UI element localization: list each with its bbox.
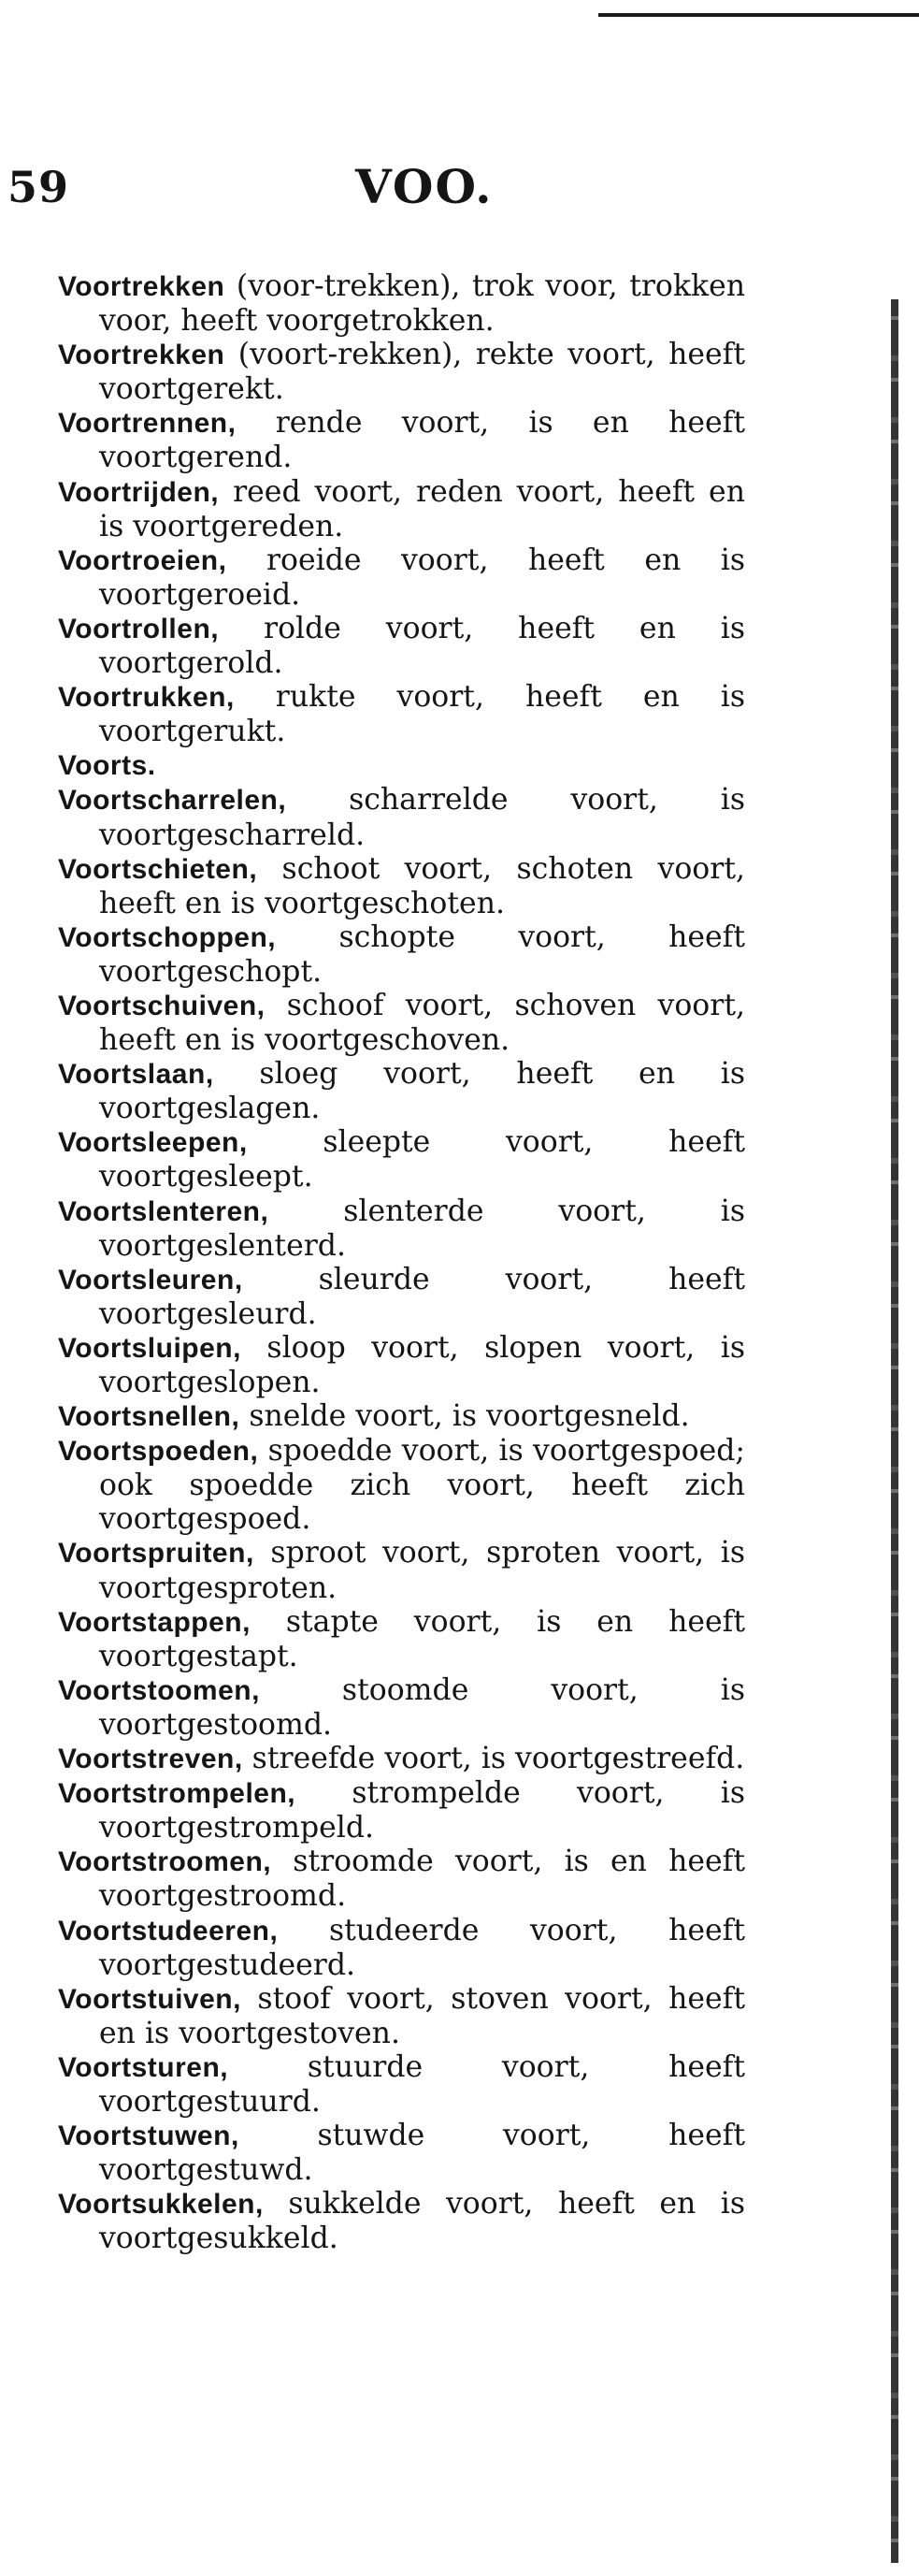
- entry-headword: Voortsluipen,: [58, 1332, 241, 1364]
- dictionary-entry: [58, 989, 745, 1057]
- entry-conjugation: reed voort, reden voort, heeft en is voortgereden.: [99, 474, 745, 543]
- entry-headword: Voortsleuren,: [58, 1264, 243, 1295]
- dictionary-entry: [58, 2119, 745, 2187]
- entry-conjugation: strompelde voort, is voortgestrompeld.: [99, 1776, 745, 1845]
- dictionary-entry: [58, 852, 745, 920]
- entry-headword: Voortschoppen,: [58, 921, 277, 953]
- entry-headword: Voortrekken: [58, 271, 225, 302]
- entry-headword: Voortsleepen,: [58, 1127, 248, 1159]
- entry-conjugation: schoot voort, schoten voort, heeft en is voortgeschoten.: [99, 851, 745, 920]
- page-number: 59: [7, 162, 70, 212]
- top-rule: [598, 13, 919, 17]
- page-edge-rule: [891, 299, 898, 2563]
- entry-headword: Voortspruiten,: [58, 1538, 254, 1570]
- dictionary-entry: [58, 1434, 745, 1536]
- entry-conjugation: spoedde voort, is voortgespoed; ook spoedde zich voort, heeft zich voortgespoed.: [99, 1434, 745, 1537]
- entry-conjugation: rolde voort, heeft en is voortgerold.: [99, 611, 745, 681]
- running-head: VOO.: [355, 159, 494, 214]
- entry-headword: Voortstreven,: [58, 1744, 243, 1775]
- entry-conjugation: streefde voort, is voortgestreefd.: [242, 1742, 745, 1776]
- page-header: [0, 161, 919, 217]
- entry-conjugation: sloop voort, slopen voort, is voortgeslopen.: [99, 1330, 745, 1399]
- dictionary-entry: [58, 680, 745, 748]
- entry-conjugation: slenterde voort, is voortgeslenterd.: [99, 1194, 745, 1263]
- entry-headword: Voortstuwen,: [58, 2120, 239, 2152]
- entry-conjugation: schoof voort, schoven voort, heeft en is voortgeschoven.: [99, 988, 745, 1058]
- entry-conjugation: scharrelde voort, is voortgescharreld.: [99, 783, 745, 852]
- entry-headword: Voortslaan,: [58, 1059, 214, 1091]
- entry-headword: Voortsnellen,: [58, 1401, 240, 1433]
- entry-conjugation: sleurde voort, heeft voortgesleurd.: [99, 1262, 745, 1331]
- entry-headword: Voortsukkelen,: [58, 2189, 264, 2221]
- dictionary-entry: [58, 406, 745, 474]
- dictionary-entry: [58, 1125, 745, 1194]
- entry-headword: Voortschuiven,: [58, 990, 266, 1021]
- dictionary-entry: [58, 2187, 745, 2255]
- dictionary-entry: [58, 269, 745, 338]
- entry-conjugation: (voort-rekken), rekte voort, heeft voortgerekt.: [99, 338, 745, 407]
- entry-conjugation: stuurde voort, heeft voortgestuurd.: [99, 2049, 745, 2119]
- entry-conjugation: sleepte voort, heeft voortgesleept.: [99, 1125, 745, 1194]
- dictionary-entry: [58, 1845, 745, 1913]
- entry-headword: Voortslenteren,: [58, 1195, 269, 1227]
- entry-headword: Voortstudeeren,: [58, 1915, 279, 1946]
- dictionary-entry: [58, 1194, 745, 1263]
- dictionary-entry: [58, 1982, 745, 2050]
- entry-conjugation: studeerde voort, heeft voortgestudeerd.: [99, 1913, 745, 1982]
- entry-headword: Voortrollen,: [58, 613, 220, 644]
- entry-conjugation: stoomde voort, is voortgestoomd.: [99, 1672, 745, 1742]
- entry-headword: Voorts.: [58, 750, 156, 782]
- entry-headword: Voortroeien,: [58, 544, 227, 576]
- dictionary-entry: [58, 920, 745, 989]
- entry-headword: Voortsturen,: [58, 2051, 229, 2083]
- dictionary-entry: [58, 1605, 745, 1673]
- entry-conjugation: stoof voort, stoven voort, heeft en is voortgestoven.: [99, 1981, 745, 2050]
- entry-conjugation: (voor-trekken), trok voor, trokken voor, heeft voorgetrokken.: [99, 269, 745, 339]
- dictionary-entry: [58, 748, 745, 783]
- dictionary-entry: [58, 2050, 745, 2119]
- dictionary-entry: [58, 1263, 745, 1331]
- entry-conjugation: roeide voort, heeft en is voortgeroeid.: [99, 543, 745, 612]
- entry-conjugation: rukte voort, heeft en is voortgerukt.: [99, 680, 745, 749]
- entry-headword: Voortrukken,: [58, 682, 235, 714]
- entry-conjugation: schopte voort, heeft voortgeschopt.: [99, 919, 745, 989]
- dictionary-entry: [58, 783, 745, 851]
- dictionary-entry: [58, 1776, 745, 1845]
- dictionary-entry: [58, 1399, 745, 1434]
- entry-conjugation: sloeg voort, heeft en is voortgeslagen.: [99, 1057, 745, 1126]
- entry-headword: Voortstoomen,: [58, 1674, 260, 1706]
- dictionary-entry: [58, 543, 745, 612]
- entry-headword: Voortscharrelen,: [58, 785, 287, 817]
- dictionary-entry: [58, 1673, 745, 1742]
- entry-headword: Voortrennen,: [58, 408, 237, 440]
- entry-headword: Voortspoeden,: [58, 1436, 259, 1468]
- dictionary-entry: [58, 1331, 745, 1399]
- dictionary-entry: [58, 1742, 745, 1776]
- entry-headword: Voortrijden,: [58, 476, 220, 508]
- entry-headword: Voortstroomen,: [58, 1846, 272, 1878]
- entry-conjugation: sukkelde voort, heeft en is voortgesukkeld.: [99, 2187, 745, 2256]
- dictionary-entry: [58, 1914, 745, 1982]
- dictionary-entry: [58, 1536, 745, 1604]
- entry-headword: Voortstappen,: [58, 1606, 251, 1638]
- entry-headword: Voortstrompelen,: [58, 1778, 296, 1810]
- entry-conjugation: stuwde voort, heeft voortgestuwd.: [99, 2119, 745, 2188]
- dictionary-entry: [58, 612, 745, 680]
- entry-conjugation: sproot voort, sproten voort, is voortgesproten.: [99, 1536, 745, 1605]
- entry-conjugation: snelde voort, is voortgesneld.: [239, 1399, 690, 1434]
- entry-conjugation: stroomde voort, is en heeft voortgestroomd.: [99, 1845, 745, 1914]
- dictionary-entry: [58, 475, 745, 543]
- dictionary-entry: [58, 1057, 745, 1125]
- entry-list: [58, 269, 745, 2255]
- entry-headword: Voortstuiven,: [58, 1983, 241, 2015]
- entry-headword: Voortschieten,: [58, 853, 258, 885]
- dictionary-entry: [58, 338, 745, 406]
- entry-conjugation: rende voort, is en heeft voortgerend.: [99, 406, 745, 475]
- entry-headword: Voortrekken: [58, 340, 225, 371]
- entry-conjugation: stapte voort, is en heeft voortgestapt.: [99, 1604, 745, 1673]
